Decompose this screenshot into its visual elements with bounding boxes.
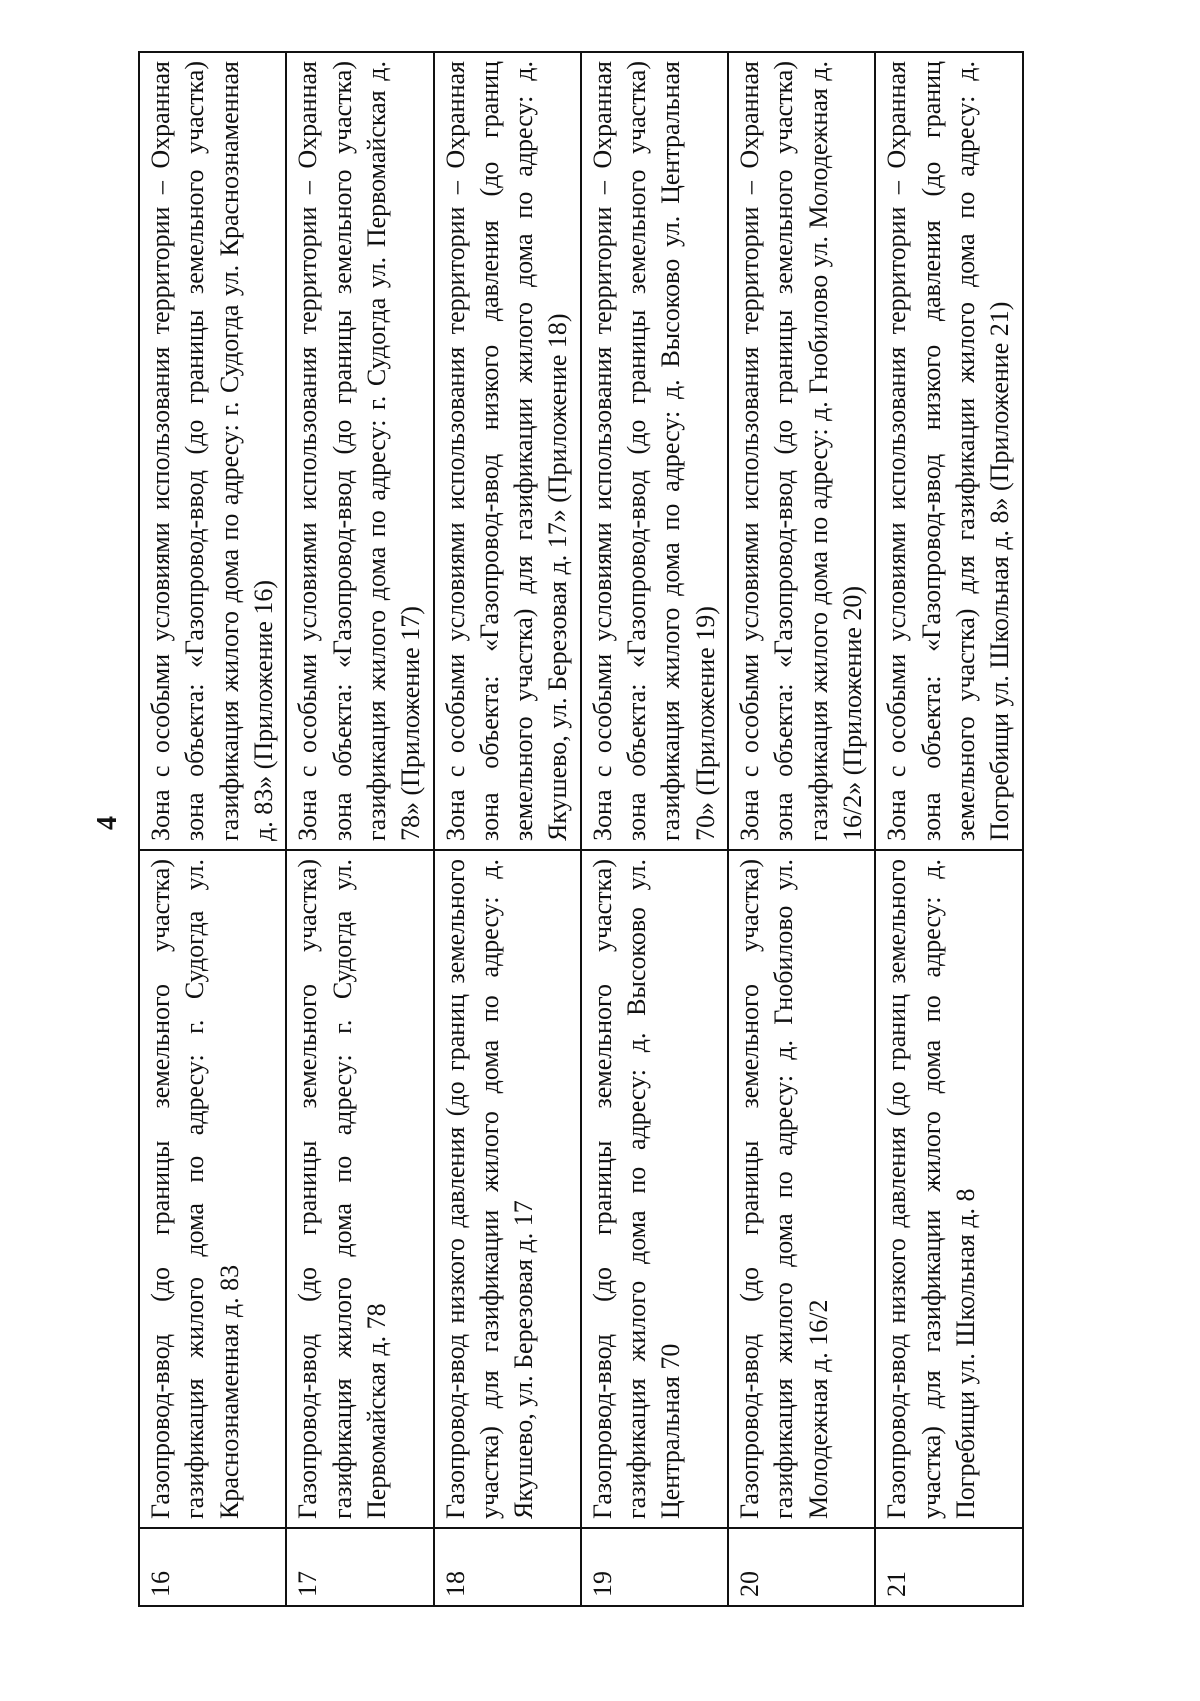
rotated-table-wrapper — [138, 61, 1098, 1607]
object-description: Газопровод-ввод низкого давления (до границ земельного участка) для газификации жилого дома по адресу: д. Погребищи ул. Школьная д. 8 — [875, 850, 1022, 1528]
page-number: 4 — [92, 816, 123, 830]
object-description: Газопровод-ввод (до границы земельного участка) газификация жилого дома по адресу: д. Высоково ул. Центральная 70 — [581, 850, 728, 1528]
object-description: Газопровод-ввод (до границы земельного участка) газификация жилого дома по адресу: г. Судогда ул. Первомайская д. 78 — [286, 850, 433, 1528]
row-number: 19 — [581, 1528, 728, 1606]
zone-description: Зона с особыми условиями использования территории – Охранная зона объекта: «Газопровод-ввод (до границы земельного участка) газификация жилого дома по адресу: г. Судогда ул. Первомайская д. 78» (Приложение 17) — [286, 52, 433, 850]
row-number: 16 — [139, 1528, 286, 1606]
table-row — [581, 52, 728, 1606]
row-number: 17 — [286, 1528, 433, 1606]
zone-description: Зона с особыми условиями использования территории – Охранная зона объекта: «Газопровод-ввод (до границы земельного участка) газификация жилого дома по адресу: д. Гнобилово ул. Молодежная д. 16/2» (Приложение 20) — [728, 52, 875, 850]
objects-table — [138, 51, 1024, 1607]
row-number: 20 — [728, 1528, 875, 1606]
row-number: 18 — [434, 1528, 581, 1606]
row-number: 21 — [875, 1528, 1022, 1606]
zone-description: Зона с особыми условиями использования территории – Охранная зона объекта: «Газопровод-ввод (до границы земельного участка) газификация жилого дома по адресу: д. Высоково ул. Центральная 70» (Приложение 19) — [581, 52, 728, 850]
object-description: Газопровод-ввод (до границы земельного участка) газификация жилого дома по адресу: г. Судогда ул. Краснознаменная д. 83 — [139, 850, 286, 1528]
object-description: Газопровод-ввод низкого давления (до границ земельного участка) для газификации жилого дома по адресу: д. Якушево, ул. Березовая д. 17 — [434, 850, 581, 1528]
zone-description: Зона с особыми условиями использования территории – Охранная зона объекта: «Газопровод-ввод низкого давления (до границ земельного участка) для газификации жилого дома по адресу: д. Якушево, ул. Березовая д. 17» (Приложение 18) — [434, 52, 581, 850]
zone-description: Зона с особыми условиями использования территории – Охранная зона объекта: «Газопровод-ввод (до границы земельного участка) газификация жилого дома по адресу: г. Судогда ул. Краснознаменная д. 83» (Приложение 16) — [139, 52, 286, 850]
table-row — [434, 52, 581, 1606]
table-row — [139, 52, 286, 1606]
object-description: Газопровод-ввод (до границы земельного участка) газификация жилого дома по адресу: д. Гнобилово ул. Молодежная д. 16/2 — [728, 850, 875, 1528]
table-row — [286, 52, 433, 1606]
table-row — [728, 52, 875, 1606]
table-row — [875, 52, 1022, 1606]
zone-description: Зона с особыми условиями использования территории – Охранная зона объекта: «Газопровод-ввод низкого давления (до границ земельного участка) для газификации жилого дома по адресу: д. Погребищи ул. Школьная д. 8» (Приложение 21) — [875, 52, 1022, 850]
